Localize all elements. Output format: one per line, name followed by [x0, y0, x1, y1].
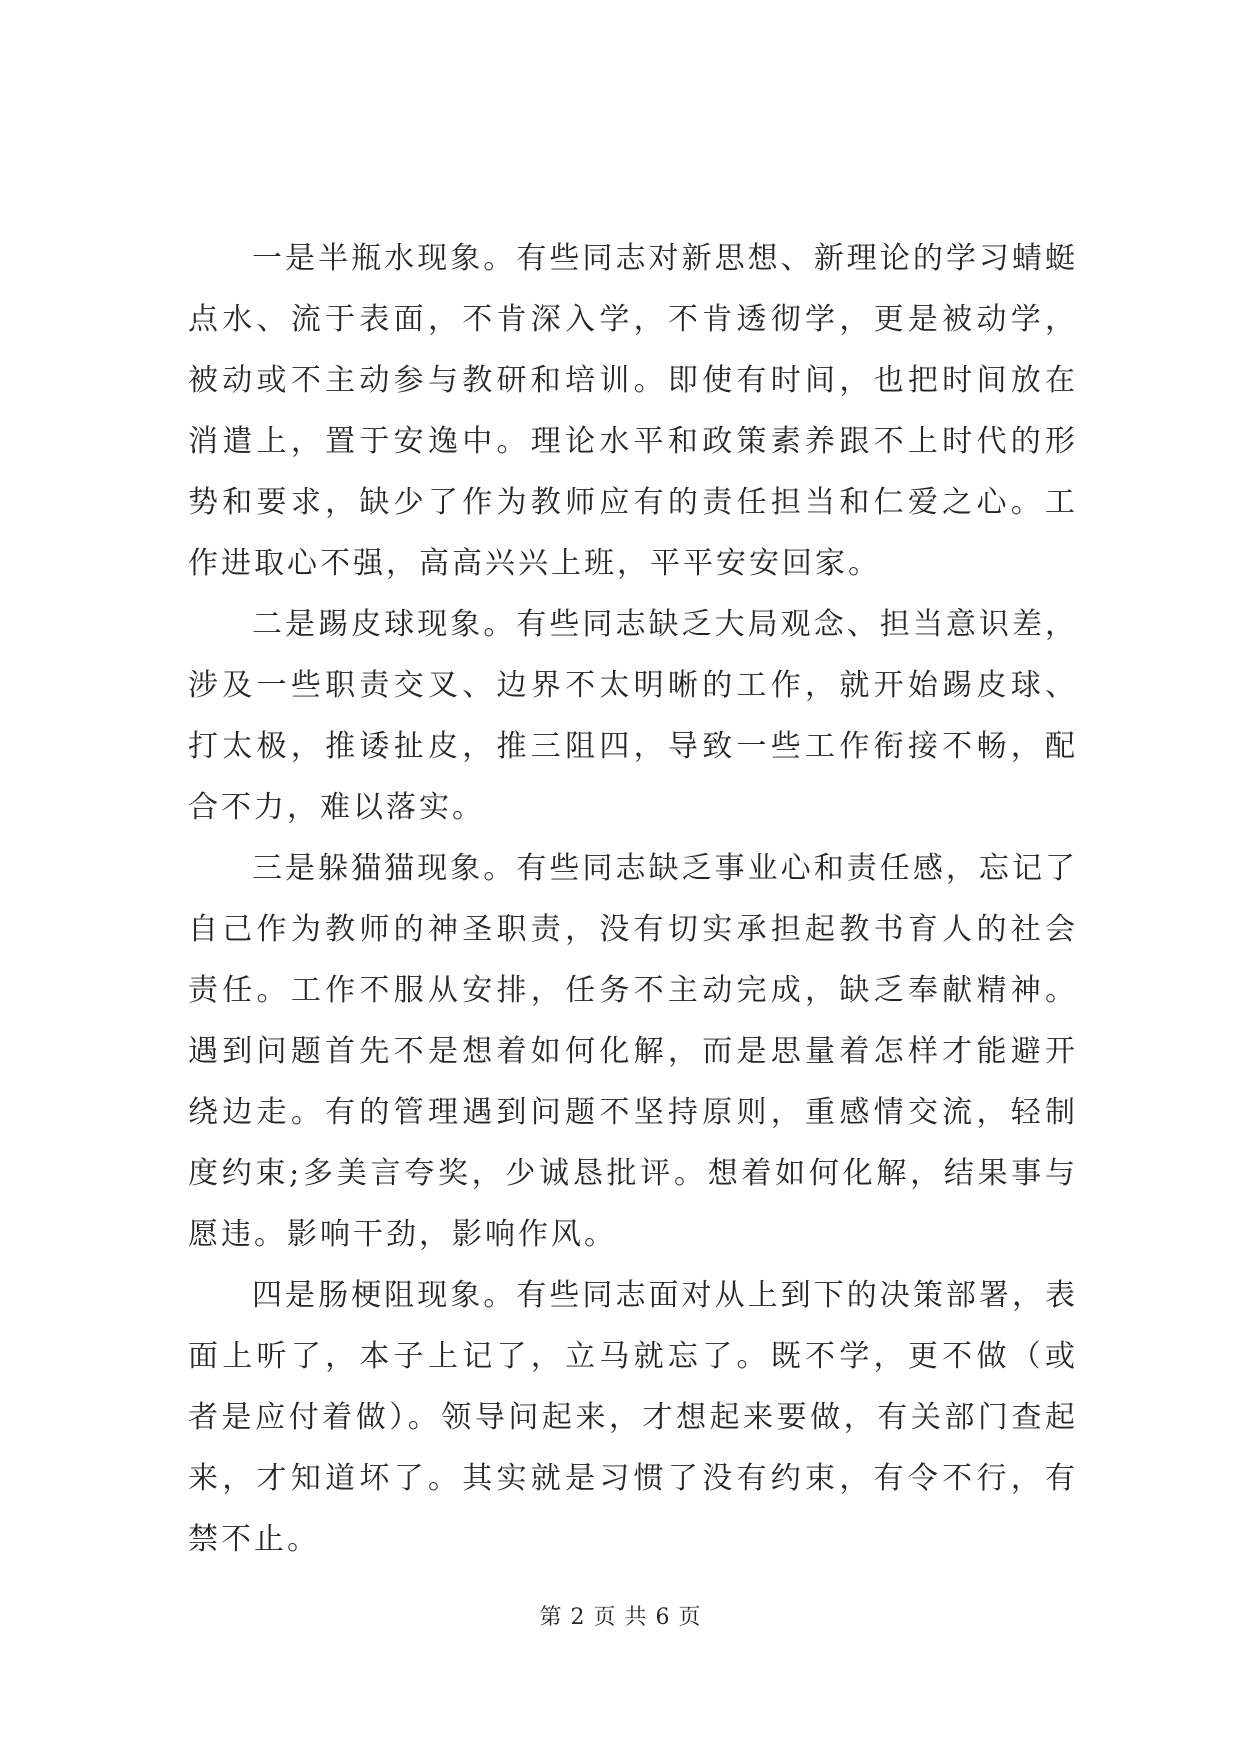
- paragraph-hide-and-seek: 三是躲猫猫现象。有些同志缺乏事业心和责任感，忘记了自己作为教师的神圣职责，没有切实承担起教书育人的社会责任。工作不服从安排，任务不主动完成，缺乏奉献精神。遇到问题首先不是想着如何化解，而是思量着怎样才能避开绕边走。有的管理遇到问题不坚持原则，重感情交流，轻制度约束;多美言夸奖，少诚恳批评。想着如何化解，结果事与愿违。影响干劲，影响作风。: [188, 851, 1078, 1252]
- paragraph-half-bottle: 一是半瓶水现象。有些同志对新思想、新理论的学习蜻蜓点水、流于表面，不肯深入学，不肯透彻学，更是被动学，被动或不主动参与教研和培训。即使有时间，也把时间放在消遣上，置于安逸中。理论水平和政策素养跟不上时代的形势和要求，缺少了作为教师应有的责任担当和仁爱之心。工作进取心不强，高高兴兴上班，平平安安回家。: [188, 241, 1078, 581]
- paragraph-obstruction: 四是肠梗阻现象。有些同志面对从上到下的决策部署，表面上听了，本子上记了，立马就忘了。既不学，更不做（或者是应付着做）。领导问起来，才想起来要做，有关部门查起来，才知道坏了。其实就是习惯了没有约束，有令不行，有禁不止。: [188, 1278, 1078, 1557]
- paragraph-kick-ball: 二是踢皮球现象。有些同志缺乏大局观念、担当意识差，涉及一些职责交叉、边界不太明晰的工作，就开始踢皮球、打太极，推诿扯皮，推三阻四，导致一些工作衔接不畅，配合不力，难以落实。: [188, 607, 1078, 825]
- document-body: [188, 228, 1078, 1570]
- page-number-footer: 第 2 页 共 6 页: [539, 1605, 702, 1630]
